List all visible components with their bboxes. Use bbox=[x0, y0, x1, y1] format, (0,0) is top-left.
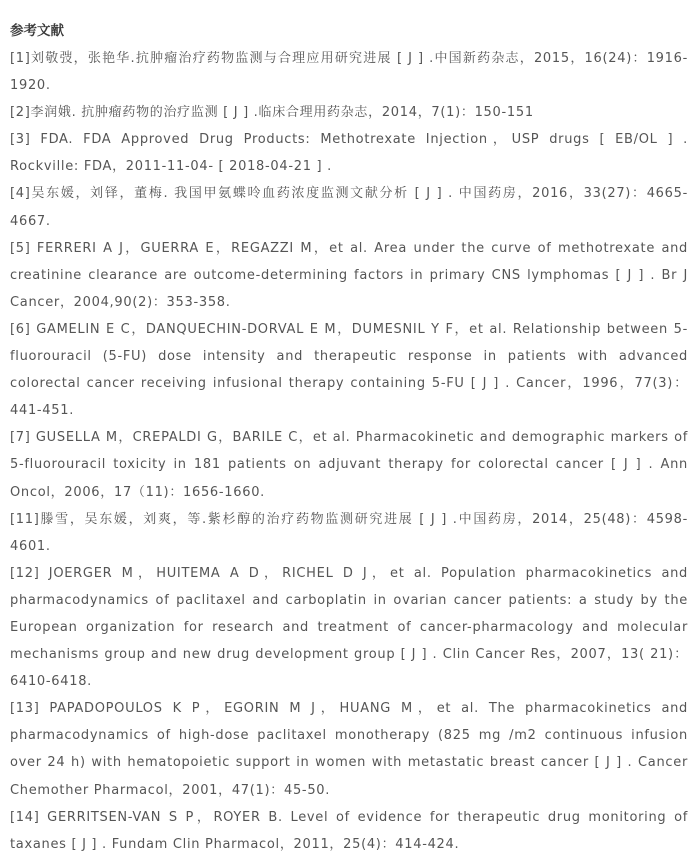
references-heading: 参考文献 bbox=[10, 23, 64, 39]
reference-item: [14] GERRITSEN-VAN S P，ROYER B. Level of evidence for therapeutic drug monitoring of taxanes [ J ] . Fundam Clin Pharmacol，2011，25(4)：414-424. bbox=[10, 809, 688, 852]
reference-item: [3] FDA. FDA Approved Drug Products: Methotrexate Injection，USP drugs [ EB/OL ] . Rockville: FDA，2011-11-04- [ 2018-04-21 ] . bbox=[10, 132, 688, 175]
reference-item: [1]刘敬弢，张艳华.抗肿瘤治疗药物监测与合理应用研究进展 [ J ] .中国新药杂志，2015，16(24)：1916-1920. bbox=[10, 51, 688, 94]
reference-item: [11]滕雪，吴东媛，刘爽，等.紫杉醇的治疗药物监测研究进展 [ J ] .中国药房，2014，25(48)：4598-4601. bbox=[10, 511, 688, 554]
reference-item: [5] FERRERI A J，GUERRA E，REGAZZI M，et al. Area under the curve of methotrexate and creatinine clearance are outcome-determining factors in primary CNS lymphomas [ J ] . Br J Cancer，2004,90(2)：353-358. bbox=[10, 240, 688, 310]
reference-item: [13] PAPADOPOULOS K P，EGORIN M J，HUANG M，et al. The pharmacokinetics and pharmacodynamics of high-dose paclitaxel monotherapy (825 mg /m2 continuous infusion over 24 h) with hematopoietic support in women with metastatic breast cancer [ J ] . Cancer Chemother Pharmacol，2001，47(1)：45-50. bbox=[10, 701, 688, 798]
reference-item: [7] GUSELLA M，CREPALDI G，BARILE C，et al. Pharmacokinetic and demographic markers of 5-fluorouracil toxicity in 181 patients on adjuvant therapy for colorectal cancer [ J ] . Ann Oncol，2006，17（11)：1656-1660. bbox=[10, 430, 688, 500]
references-section bbox=[10, 18, 688, 858]
reference-item: [2]李润娥. 抗肿瘤药物的治疗监测 [ J ] .临床合理用药杂志，2014，7(1)：150-151 bbox=[10, 105, 534, 121]
reference-item: [4]吴东媛，刘铎，董梅. 我国甲氨蝶呤血药浓度监测文献分析 [ J ] . 中国药房，2016，33(27)：4665-4667. bbox=[10, 186, 688, 229]
reference-item: [6] GAMELIN E C，DANQUECHIN-DORVAL E M，DUMESNIL Y F，et al. Relationship between 5-fluorouracil (5-FU) dose intensity and therapeutic response in patients with advanced colorectal cancer receiving infusional therapy containing 5-FU [ J ] . Cancer，1996，77(3)：441-451. bbox=[10, 321, 688, 419]
reference-item: [12] JOERGER M，HUITEMA A D，RICHEL D J，et al. Population pharmacokinetics and pharmacodynamics of paclitaxel and carboplatin in ovarian cancer patients: a study by the European organization for research and treatment of cancer-pharmacology and molecular mechanisms group and new drug development group [ J ] . Clin Cancer Res，2007，13( 21)：6410-6418. bbox=[10, 565, 688, 690]
